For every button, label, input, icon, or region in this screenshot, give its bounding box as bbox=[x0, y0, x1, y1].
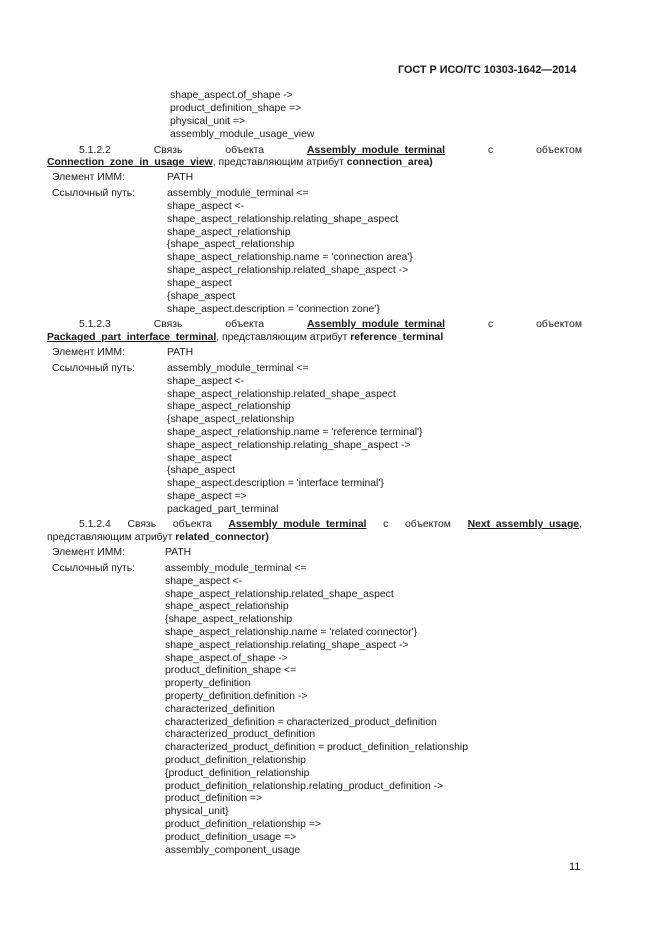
ref-path-label: Ссылочный путь: bbox=[52, 563, 136, 574]
path-line: shape_aspect <- bbox=[165, 575, 243, 587]
heading-word: объектом bbox=[405, 519, 451, 530]
attribute-name: related_connector) bbox=[175, 532, 269, 543]
path-line: product_definition_relationship.relating_product_definition -> bbox=[165, 780, 444, 792]
element-value: PATH bbox=[167, 347, 194, 358]
path-line: product_definition_shape <= bbox=[165, 665, 297, 677]
path-line: shape_aspect.of_shape -> bbox=[170, 90, 293, 101]
heading-word: объекта bbox=[225, 145, 265, 156]
heading-text: , представляющим атрибут bbox=[212, 157, 347, 168]
path-line: shape_aspect_relationship.name = 'reference terminal'} bbox=[167, 427, 423, 438]
path-line: shape_aspect_relationship.relating_shape_aspect bbox=[167, 213, 399, 225]
path-line: product_definition_usage => bbox=[165, 831, 297, 843]
heading-word: Связь bbox=[153, 145, 183, 156]
path-line: shape_aspect.of_shape -> bbox=[165, 652, 288, 664]
heading-text: , bbox=[579, 519, 582, 530]
heading-word: Связь bbox=[127, 519, 157, 530]
path-line: shape_aspect_relationship bbox=[165, 601, 289, 613]
path-line: {shape_aspect_relationship bbox=[165, 614, 293, 626]
heading-word: объекта bbox=[172, 519, 212, 530]
path-line: shape_aspect bbox=[167, 452, 232, 464]
path-line: product_definition_shape => bbox=[170, 102, 302, 114]
path-line: product_definition => bbox=[165, 793, 263, 805]
heading-word: объектом bbox=[536, 319, 582, 330]
heading-word: с bbox=[487, 319, 494, 330]
element-value: PATH bbox=[167, 172, 194, 183]
attribute-name: connection_area) bbox=[346, 157, 433, 168]
path-line: assembly_module_terminal <= bbox=[167, 363, 309, 374]
element-label: Элемент ИММ: bbox=[52, 347, 125, 358]
target-entity: Packaged_part_interface_terminal bbox=[47, 332, 217, 343]
path-line: shape_aspect_relationship.relating_shape_aspect -> bbox=[167, 439, 411, 451]
path-line: {shape_aspect bbox=[167, 465, 236, 477]
ref-path-label: Ссылочный путь: bbox=[52, 363, 136, 374]
path-line: shape_aspect.description = 'interface terminal'} bbox=[167, 478, 384, 490]
section-heading-5-1-2-4 bbox=[79, 519, 582, 531]
path-line: shape_aspect_relationship.relating_shape_aspect -> bbox=[165, 639, 409, 651]
element-label: Элемент ИММ: bbox=[52, 547, 125, 558]
path-line: product_definition_relationship => bbox=[165, 819, 321, 830]
element-value: PATH bbox=[165, 547, 192, 558]
path-line: assembly_module_terminal <= bbox=[167, 188, 309, 199]
target-entity: Next_assembly_usage bbox=[467, 519, 580, 530]
entity-name: Assembly_module_terminal bbox=[228, 519, 367, 530]
path-line: characterized_definition bbox=[165, 703, 275, 715]
heading-word: с bbox=[487, 145, 494, 156]
path-line: shape_aspect <- bbox=[167, 375, 245, 387]
path-line: physical_unit => bbox=[170, 115, 246, 127]
section-heading-5-1-2-3 bbox=[79, 319, 582, 331]
path-line: assembly_component_usage bbox=[165, 844, 301, 856]
heading-word: объекта bbox=[225, 319, 265, 330]
path-line: characterized_product_definition bbox=[165, 729, 316, 741]
path-line: shape_aspect => bbox=[167, 491, 247, 502]
path-line: characterized_definition = characterized_product_definition bbox=[165, 716, 437, 728]
section-number: 5.1.2.2 bbox=[79, 145, 111, 156]
section-heading-line2 bbox=[47, 157, 433, 169]
path-line: packaged_part_terminal bbox=[167, 503, 279, 515]
path-line: assembly_module_usage_view bbox=[170, 128, 315, 140]
heading-word: с bbox=[383, 519, 389, 530]
path-line: shape_aspect_relationship.related_shape_aspect bbox=[167, 388, 396, 400]
path-line: physical_unit} bbox=[165, 806, 229, 818]
section-number: 5.1.2.4 bbox=[79, 519, 111, 530]
path-line: assembly_module_terminal <= bbox=[165, 563, 307, 574]
ref-path-label: Ссылочный путь: bbox=[52, 188, 136, 199]
path-line: shape_aspect_relationship.related_shape_aspect -> bbox=[167, 265, 409, 277]
heading-text: , представляющим атрибут bbox=[216, 332, 351, 343]
target-entity: Connection_zone_in_usage_view bbox=[47, 157, 213, 168]
path-line: property_definition bbox=[165, 678, 251, 690]
element-label: Элемент ИММ: bbox=[52, 172, 125, 183]
section-number: 5.1.2.3 bbox=[79, 319, 111, 330]
heading-word: Связь bbox=[153, 319, 183, 330]
entity-name: Assembly_module_terminal bbox=[307, 145, 446, 156]
path-line: product_definition_relationship bbox=[165, 755, 306, 766]
heading-word: объектом bbox=[536, 145, 582, 156]
path-line: {product_definition_relationship bbox=[165, 767, 310, 779]
entity-name: Assembly_module_terminal bbox=[307, 319, 446, 330]
path-line: shape_aspect_relationship bbox=[167, 401, 291, 413]
path-line: property_definition.definition -> bbox=[165, 691, 308, 702]
attribute-name: reference_terminal bbox=[350, 332, 444, 343]
path-line: shape_aspect_relationship.name = 'connection area'} bbox=[167, 252, 413, 264]
path-line: shape_aspect_relationship.related_shape_aspect bbox=[165, 588, 394, 600]
path-line: {shape_aspect bbox=[167, 290, 236, 302]
section-heading-5-1-2-2 bbox=[79, 145, 582, 157]
path-line: {shape_aspect_relationship bbox=[167, 414, 295, 426]
path-line: shape_aspect_relationship.name = 'related connector'} bbox=[165, 627, 418, 638]
path-line: characterized_product_definition = product_definition_relationship bbox=[165, 742, 468, 754]
section-heading-line2 bbox=[47, 532, 269, 544]
path-line: shape_aspect.description = 'connection zone'} bbox=[167, 303, 380, 315]
document-header: ГОСТ Р ИСО/ТС 10303-1642—2014 bbox=[398, 64, 577, 76]
path-line: shape_aspect_relationship bbox=[167, 226, 291, 238]
page-number: 11 bbox=[569, 861, 581, 873]
path-line: {shape_aspect_relationship bbox=[167, 239, 295, 251]
path-line: shape_aspect <- bbox=[167, 200, 245, 212]
path-line: shape_aspect bbox=[167, 277, 232, 289]
heading-text: представляющим атрибут bbox=[47, 532, 176, 543]
section-heading-line2 bbox=[47, 332, 443, 344]
